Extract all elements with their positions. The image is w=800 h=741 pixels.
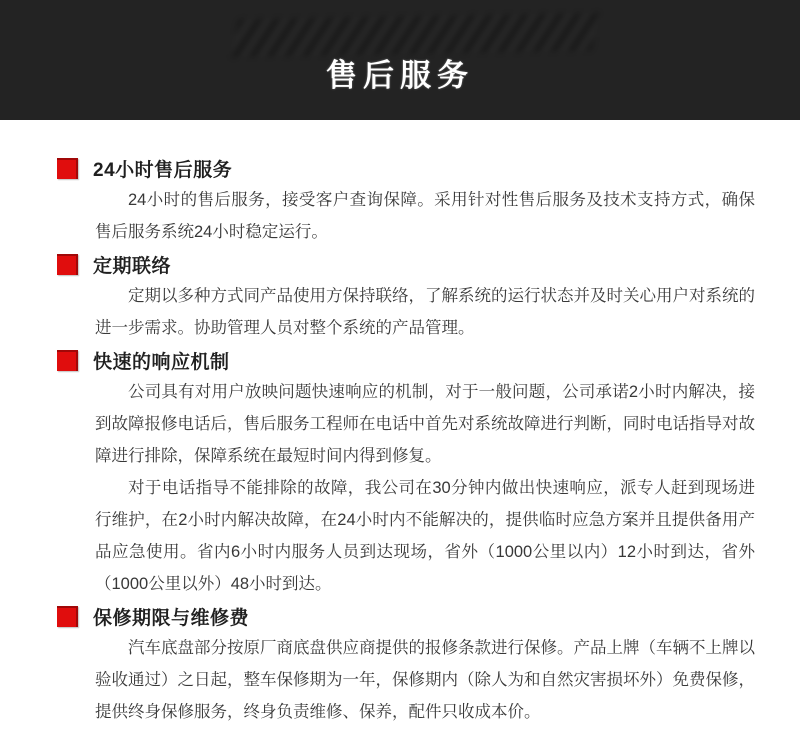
section-paragraph: 定期以多种方式同产品使用方保持联络，了解系统的运行状态并及时关心用户对系统的进一步需求。协助管理人员对整个系统的产品管理。 (95, 287, 755, 337)
section-paragraph: 公司具有对用户放映问题快速响应的机制，对于一般问题，公司承诺2小时内解决，接到故障报修电话后，售后服务工程师在电话中首先对系统故障进行判断，同时电话指导对故障进行排除，保障系统在最短时间内得到修复。 (95, 383, 755, 465)
red-square-bullet-icon (57, 606, 78, 627)
section-heading (57, 152, 755, 184)
section-heading (57, 600, 755, 632)
section-paragraph: 汽车底盘部分按原厂商底盘供应商提供的报修条款进行保修。产品上牌（车辆不上牌以验收通过）之日起，整车保修期为一年，保修期内（除人为和自然灾害损坏外）免费保修，提供终身保修服务，终身负责维修、保养，配件只收成本价。 (95, 639, 755, 721)
red-square-bullet-icon (57, 158, 78, 179)
section-heading-label: 定期联络 (93, 255, 172, 277)
section-heading (57, 344, 755, 376)
page-header (0, 0, 800, 120)
section-paragraph: 对于电话指导不能排除的故障，我公司在30分钟内做出快速响应，派专人赶到现场进行维护，在2小时内解决故障，在24小时内不能解决的，提供临时应急方案并且提供备用产品应急使用。省内6小时内服务人员到达现场，省外（1000公里以内）12小时到达，省外（1000公里以外）48小时到达。 (95, 479, 755, 593)
document-body (0, 120, 800, 728)
section-heading-label: 保修期限与维修费 (93, 607, 250, 629)
section-warranty-fees (57, 600, 755, 728)
red-square-bullet-icon (57, 254, 78, 275)
section-24h-service (57, 152, 755, 248)
section-heading-label: 快速的响应机制 (93, 351, 230, 373)
section-regular-contact (57, 248, 755, 344)
section-heading (57, 248, 755, 280)
section-rapid-response (57, 344, 755, 600)
section-paragraph: 24小时的售后服务，接受客户查询保障。采用针对性售后服务及技术支持方式，确保售后服务系统24小时稳定运行。 (95, 191, 755, 241)
page-title: 售后服务 (326, 57, 474, 93)
section-heading-label: 24小时售后服务 (93, 159, 233, 181)
red-square-bullet-icon (57, 350, 78, 371)
